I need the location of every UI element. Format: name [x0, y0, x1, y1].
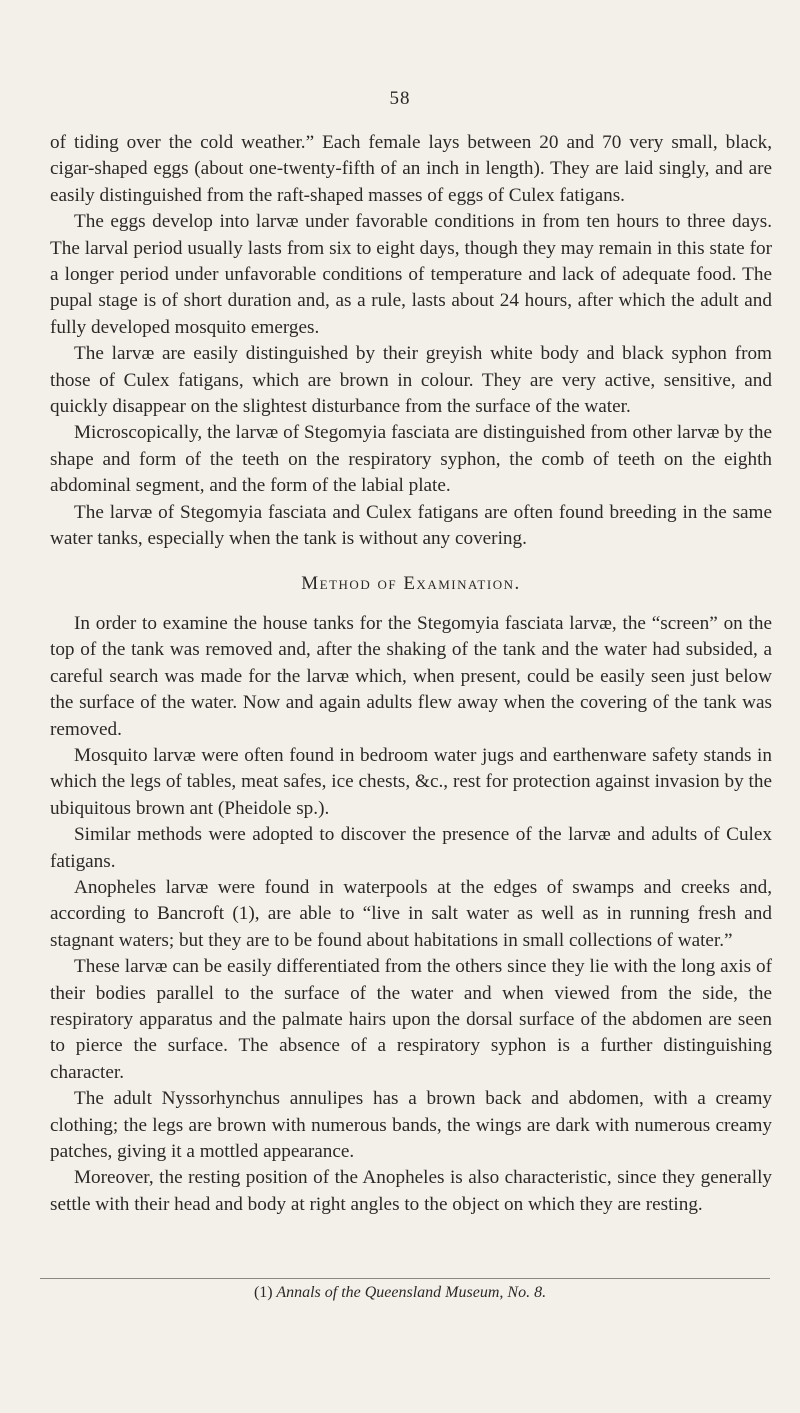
paragraph: of tiding over the cold weather.” Each female lays between 20 and 70 very small, black, cigar-shaped eggs (about one-twenty-fifth of an inch in length). They are laid singly, and are easily distinguished from the raft-shaped masses of eggs of Culex fatigans.: [50, 132, 772, 206]
footnote: [0, 1284, 800, 1302]
paragraph: The larvæ are easily distinguished by their greyish white body and black syphon from those of Culex fatigans, which are brown in colour. They are very active, sensitive, and quickly disappear on the slightest disturbance from the surface of the water.: [50, 343, 772, 418]
paragraph: Mosquito larvæ were often found in bedroom water jugs and earthenware safety stands in which the legs of tables, meat safes, ice chests, &c., rest for protection against invasion by the ubiquitous brown ant (Pheidole sp.).: [50, 744, 772, 819]
footnote-text: Annals of the Queensland Museum, No. 8.: [276, 1284, 547, 1301]
footnote-mark: (1): [253, 1284, 273, 1301]
paragraph: These larvæ can be easily differentiated from the others since they lie with the long axis of their bodies parallel to the surface of the water and when viewed from the side, the respiratory apparatus and the palmate hairs upon the dorsal surface of the abdomen are seen to pierce the surface. The absence of a respiratory syphon is a further distinguishing character.: [50, 956, 772, 1083]
paragraph: Anopheles larvæ were found in waterpools at the edges of swamps and creeks and, according to Bancroft (1), are able to “live in salt water as well as in running fresh and stagnant waters; but they are to be found about habitations in small collections of water.”: [50, 876, 772, 951]
paragraph: The adult Nyssorhynchus annulipes has a brown back and abdomen, with a creamy clothing; the legs are brown with numerous bands, the wings are dark with numerous creamy patches, giving it a mottled appearance.: [50, 1088, 772, 1163]
paragraph: The eggs develop into larvæ under favorable conditions in from ten hours to three days. The larval period usually lasts from six to eight days, though they may remain in this state for a longer period under unfavorable conditions of temperature and lack of adequate food. The pupal stage is of short duration and, as a rule, lasts about 24 hours, after which the adult and fully developed mosquito emerges.: [50, 211, 772, 338]
paragraph: The larvæ of Stegomyia fasciata and Culex fatigans are often found breeding in the same water tanks, especially when the tank is without any covering.: [50, 501, 772, 550]
page-number: 58: [389, 88, 411, 109]
paragraph: In order to examine the house tanks for the Stegomyia fasciata larvæ, the “screen” on the top of the tank was removed and, after the shaking of the tank and the water had subsided, a careful search was made for the larvæ which, when present, could be easily seen just below the surface of the water. Now and again adults flew away when the covering of the tank was removed.: [50, 612, 772, 740]
paragraph: Microscopically, the larvæ of Stegomyia fasciata are distinguished from other larvæ by the shape and form of the teeth on the respiratory syphon, the comb of teeth on the eighth abdominal segment, and the form of the labial plate.: [50, 422, 772, 497]
paragraph: Moreover, the resting position of the Anopheles is also characteristic, since they generally settle with their head and body at right angles to the object on which they are resting.: [50, 1167, 772, 1215]
body-text: [50, 130, 772, 1218]
section-heading: Method of Examination.: [301, 572, 521, 594]
footnote-divider: [40, 1278, 770, 1279]
paragraph: Similar methods were adopted to discover the presence of the larvæ and adults of Culex fatigans.: [50, 824, 772, 872]
